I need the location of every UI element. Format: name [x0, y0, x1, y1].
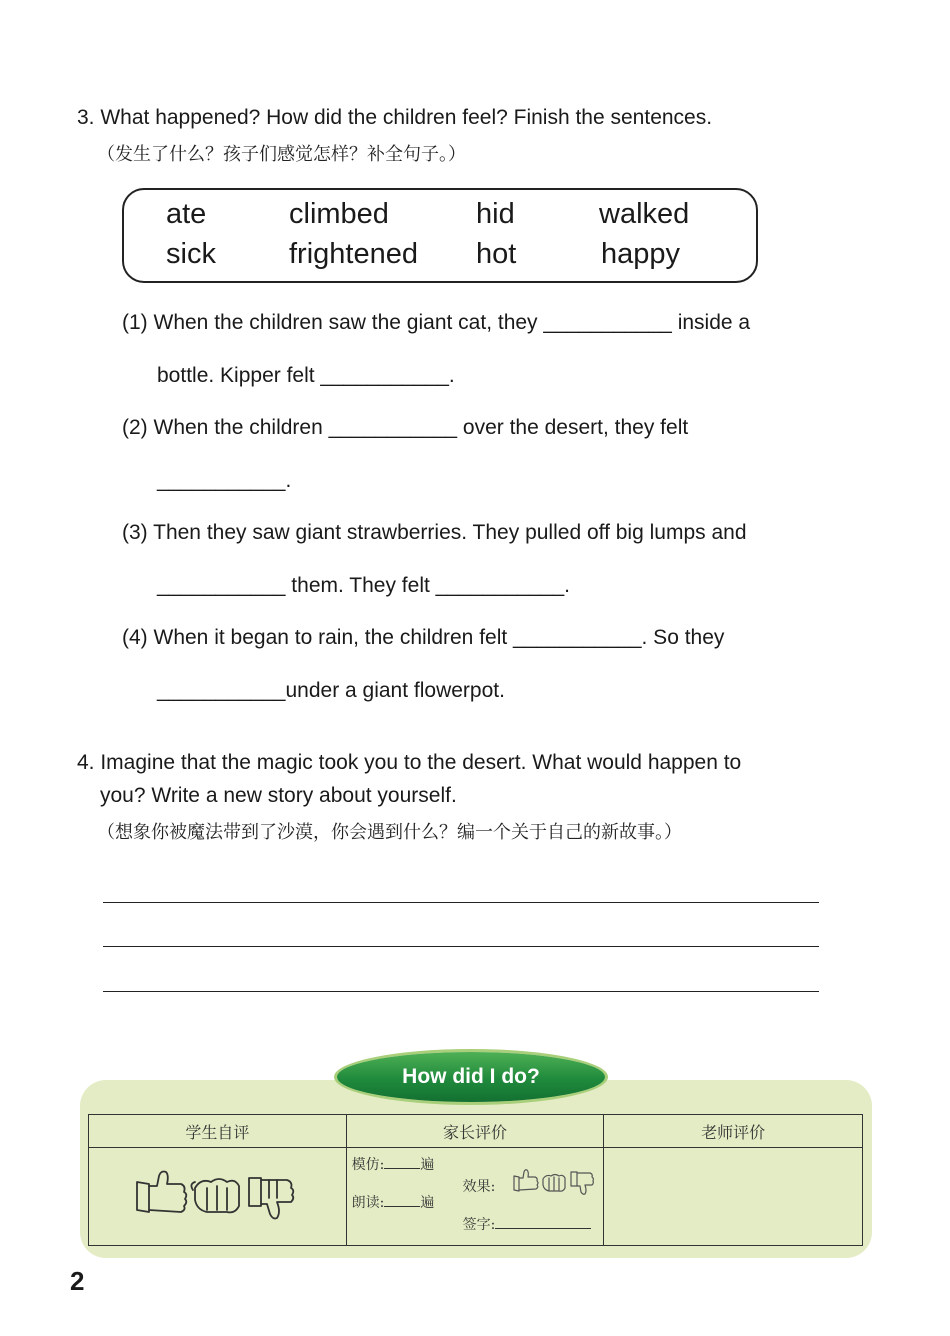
- q3-sentence-3-cont: ___________ them. They felt ___________.: [157, 574, 570, 597]
- student-eval-header: 学生自评: [89, 1115, 347, 1148]
- word-bank-item: ate: [166, 198, 207, 230]
- read-blank[interactable]: [384, 1206, 420, 1207]
- q4-title-chinese: （想象你被魔法带到了沙漠，你会遇到什么？编一个关于自己的新故事。）: [97, 822, 682, 843]
- q3-sentence-3: (3) Then they saw giant strawberries. They pulled off big lumps and: [122, 521, 747, 544]
- ok-hand-icon: [191, 1179, 239, 1212]
- signature-blank[interactable]: [495, 1228, 591, 1229]
- teacher-eval-header: 老师评价: [604, 1115, 863, 1148]
- q3-title: 3. What happened? How did the children feel? Finish the sentences.: [77, 106, 713, 129]
- writing-line[interactable]: [103, 991, 819, 992]
- word-bank-item: sick: [166, 238, 216, 270]
- read-count: 朗读: 遍: [351, 1195, 435, 1211]
- page-number: 2: [70, 1266, 85, 1296]
- q3-sentence-4-cont: ___________under a giant flowerpot.: [157, 679, 505, 702]
- effect-label: 效果:: [462, 1179, 496, 1195]
- evaluation-table: [88, 1114, 863, 1246]
- q3-sentence-4: (4) When it began to rain, the children felt ___________. So they: [122, 626, 725, 649]
- writing-line[interactable]: [103, 902, 819, 903]
- word-bank-item: climbed: [289, 198, 389, 230]
- teacher-eval-cell[interactable]: [604, 1148, 863, 1246]
- q4-title: 4. Imagine that the magic took you to the desert. What would happen to: [77, 751, 742, 774]
- parent-eval-header: 家长评价: [346, 1115, 604, 1148]
- q3-sentence-1: (1) When the children saw the giant cat, they ___________ inside a: [122, 311, 751, 334]
- q3-sentence-2: (2) When the children ___________ over the desert, they felt: [122, 416, 689, 439]
- thumbs-up-icon: [137, 1172, 186, 1213]
- writing-line[interactable]: [103, 946, 819, 947]
- word-bank-item: happy: [601, 238, 681, 270]
- rating-hands-icon[interactable]: [89, 1148, 347, 1245]
- word-bank-item: frightened: [289, 238, 418, 270]
- word-bank-item: hot: [476, 238, 517, 270]
- q3-title-chinese: （发生了什么？孩子们感觉怎样？补全句子。）: [97, 144, 466, 165]
- thumbs-down-icon: [249, 1178, 293, 1219]
- word-bank-item: walked: [599, 198, 690, 230]
- parent-eval-cell: [346, 1148, 604, 1246]
- student-eval-cell: [89, 1148, 347, 1246]
- q3-sentence-1-cont: bottle. Kipper felt ___________.: [157, 364, 455, 387]
- imitate-blank[interactable]: [384, 1168, 420, 1169]
- evaluation-heading: How did I do?: [337, 1052, 605, 1102]
- q4-title-cont: you? Write a new story about yourself.: [100, 784, 457, 807]
- signature-field: 签字:: [463, 1214, 592, 1234]
- effect-rating-hands-icon[interactable]: [510, 1166, 600, 1200]
- q3-sentence-2-cont: ___________.: [157, 469, 292, 492]
- imitate-count: 模仿: 遍: [351, 1157, 435, 1173]
- word-bank-item: hid: [476, 198, 515, 230]
